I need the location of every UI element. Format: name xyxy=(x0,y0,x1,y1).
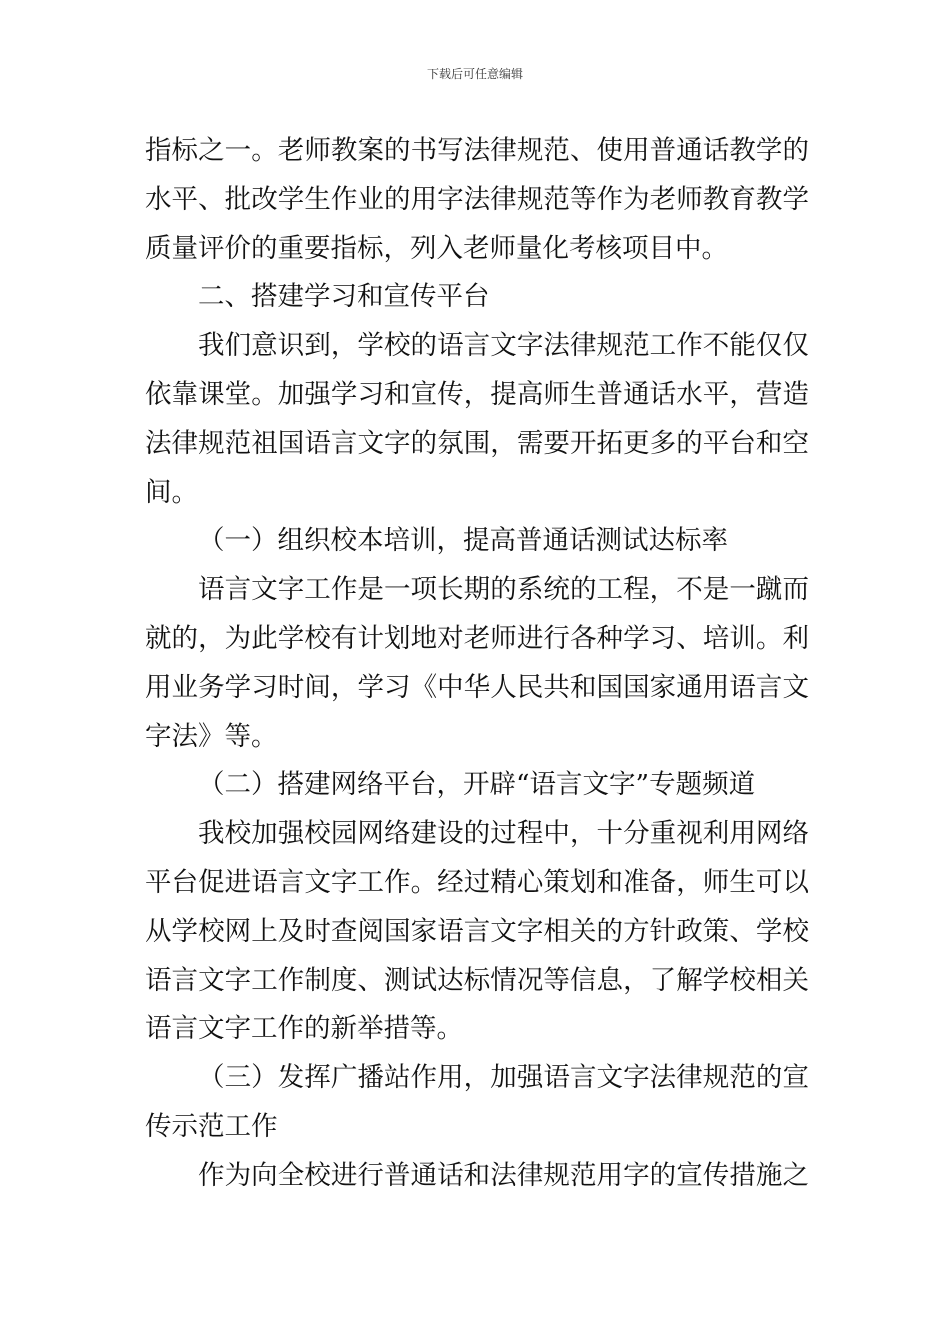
paragraph-first-line: 我校加强校园网络建设的过程中，十分重视利用网络 xyxy=(198,818,809,850)
paragraph-line: 语言文字工作制度、测试达标情况等信息，了解学校相关 xyxy=(145,964,809,996)
page-header-note: 下载后可任意编辑 xyxy=(426,67,523,81)
paragraph-last-line: 间。 xyxy=(145,476,198,508)
paragraph-line: 用业务学习时间，学习《中华人民共和国国家通用语言文 xyxy=(145,671,809,703)
paragraph-first-line: 作为向全校进行普通话和法律规范用字的宣传措施之 xyxy=(198,1159,809,1191)
paragraph-line: 指标之一。老师教案的书写法律规范、使用普通话教学的 xyxy=(145,135,809,166)
paragraph-line: 水平、批改学生作业的用字法律规范等作为老师教育教学 xyxy=(145,183,809,215)
subsection-heading: （二）搭建网络平台，开辟“语言文字”专题频道 xyxy=(198,769,756,801)
subsection-heading: （一）组织校本培训，提高普通话测试达标率 xyxy=(198,525,728,557)
paragraph-last-line: 传示范工作 xyxy=(145,1110,278,1142)
paragraph-line: 法律规范祖国语言文字的氛围，需要开拓更多的平台和空 xyxy=(145,427,809,459)
paragraph-line: 就的，为此学校有计划地对老师进行各种学习、培训。利 xyxy=(145,622,809,654)
paragraph-first-line: 语言文字工作是一项长期的系统的工程，不是一蹴而 xyxy=(198,574,809,606)
paragraph-last-line: 语言文字工作的新举措等。 xyxy=(145,1013,463,1045)
paragraph-first-line: 我们意识到，学校的语言文字法律规范工作不能仅仅 xyxy=(198,330,809,362)
paragraph-line: 从学校网上及时查阅国家语言文字相关的方针政策、学校 xyxy=(145,915,809,947)
document-body xyxy=(145,127,809,1201)
section-heading: 二、搭建学习和宣传平台 xyxy=(198,281,490,313)
paragraph-last-line: 质量评价的重要指标，列入老师量化考核项目中。 xyxy=(145,232,728,264)
paragraph-last-line: 字法》等。 xyxy=(145,720,278,752)
paragraph-line: 依靠课堂。加强学习和宣传，提高师生普通话水平，营造 xyxy=(145,378,809,410)
subsection-heading: （三）发挥广播站作用，加强语言文字法律规范的宣 xyxy=(198,1062,809,1094)
paragraph-line: 平台促进语言文字工作。经过精心策划和准备，师生可以 xyxy=(145,866,809,898)
